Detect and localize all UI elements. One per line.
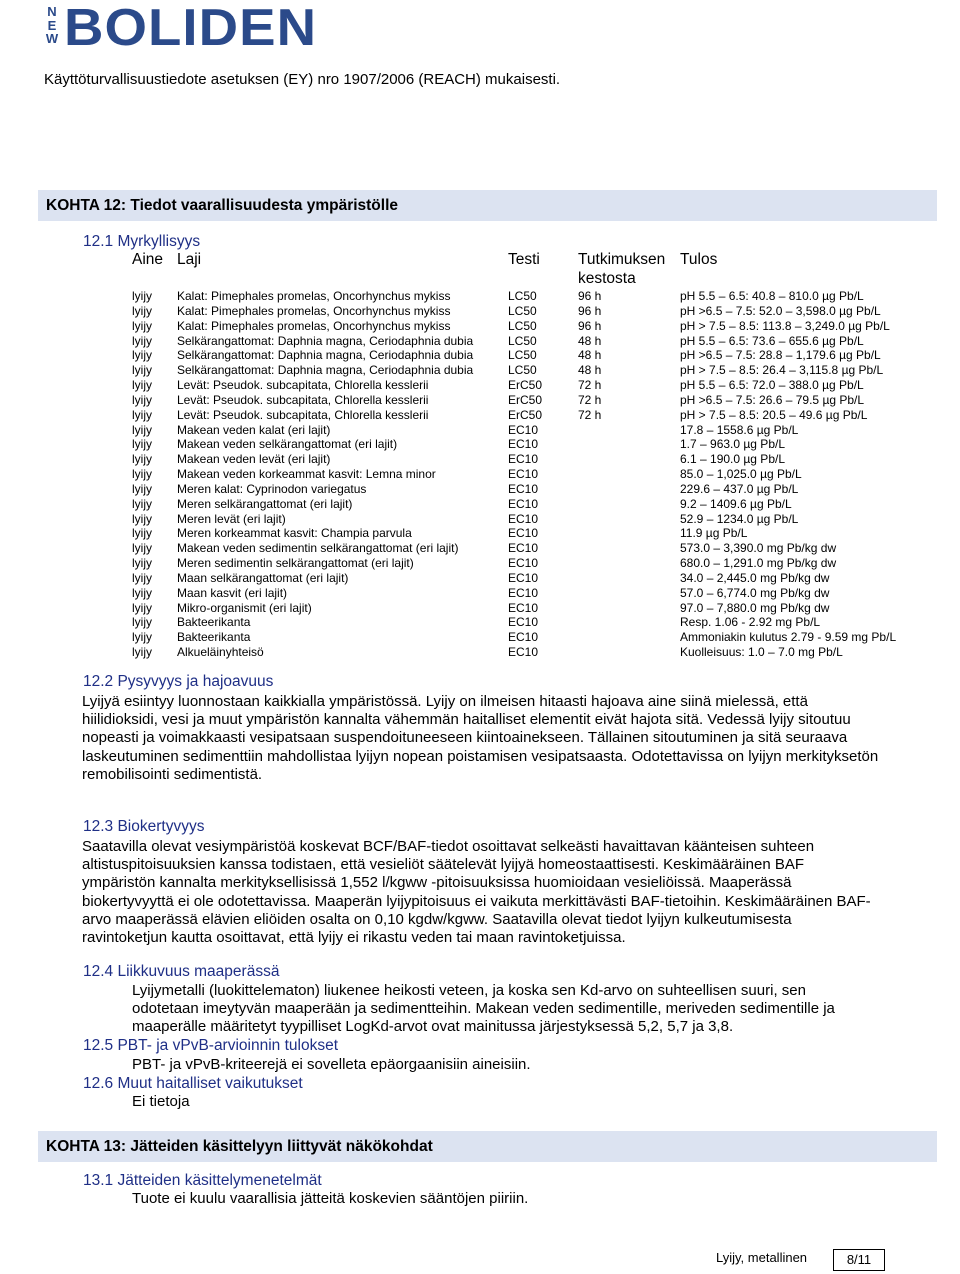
cell-result: Kuolleisuus: 1.0 – 7.0 mg Pb/L: [680, 645, 843, 660]
cell-species: Meren selkärangattomat (eri lajit): [177, 496, 353, 511]
cell-test: ErC50: [508, 407, 543, 422]
cell-result: 229.6 – 437.0 µg Pb/L: [680, 481, 799, 496]
table-header-duration-line: kestosta: [578, 270, 636, 287]
cell-species: Selkärangattomat: Daphnia magna, Ceriodaphnia dubia: [177, 348, 474, 363]
table-header-species: Laji: [177, 251, 202, 268]
cell-result: Resp. 1.06 - 2.92 mg Pb/L: [680, 615, 821, 630]
cell-test: EC10: [508, 467, 539, 482]
cell-test: LC50: [508, 303, 537, 318]
subsection-13-1-text: Tuote ei kuulu vaarallisia jätteitä koskevien sääntöjen piiriin.: [132, 1190, 529, 1207]
cell-result: Ammoniakin kulutus 2.79 - 9.59 mg Pb/L: [680, 630, 897, 645]
paragraph-line: ravintoketjun kautta osoittavat, että lyijy ei rikastu veden tai maan ravintoketjuissa.: [82, 929, 626, 947]
cell-test: EC10: [508, 600, 539, 615]
cell-substance: lyijy: [132, 318, 152, 333]
cell-substance: lyijy: [132, 467, 152, 482]
subsection-12-5-text: PBT- ja vPvB-kriteerejä ei sovelleta epäorgaanisiin aineisiin.: [132, 1056, 531, 1073]
paragraph-line: maaperälle määritetyt tyypilliset LogKd-arvot ovat mainitussa järjestyksessä 5,2, 5,7 ja 3,8.: [132, 1018, 734, 1036]
paragraph-line: biokertyvyyttä ei ole odotettavissa. Maaperän lyijypitoisuus ei vaikuta merkittävästi BAF-tietoihin. Keskimääräinen BAF-: [82, 892, 871, 910]
cell-result: 57.0 – 6,774.0 mg Pb/kg dw: [680, 585, 830, 600]
cell-species: Makean veden korkeammat kasvit: Lemna minor: [177, 467, 436, 482]
cell-substance: lyijy: [132, 615, 152, 630]
cell-substance: lyijy: [132, 422, 152, 437]
table-row: [132, 423, 932, 438]
cell-substance: lyijy: [132, 511, 152, 526]
table-row: [132, 363, 932, 378]
paragraph-line: altistuspitoisuuksien kanssa todistaen, että vesieliöt säätelevät lyijyä homeostaattisesti. Keskimääräinen BAF: [82, 856, 805, 874]
cell-duration: 72 h: [578, 407, 602, 422]
cell-species: Maan selkärangattomat (eri lajit): [177, 570, 349, 585]
cell-species: Selkärangattomat: Daphnia magna, Ceriodaphnia dubia: [177, 363, 474, 378]
cell-test: ErC50: [508, 392, 543, 407]
paragraph-line: Lyijyä esiintyy luonnostaan kaikkialla ympäristössä. Lyijy on ilmeisen hitaasti hajoava aine siinä mielessä, että: [82, 693, 808, 710]
cell-result: 85.0 – 1,025.0 µg Pb/L: [680, 467, 802, 482]
paragraph-line: nopeasti ja voimakkaasti vesipatsaan suspendoituneeseen kiintoainekseen. Tällainen sitoutuminen ja sitä seuraava: [82, 729, 848, 747]
table-row: [132, 571, 932, 586]
cell-substance: lyijy: [132, 570, 152, 585]
cell-test: EC10: [508, 422, 539, 437]
table-row: [132, 556, 932, 571]
section-12-title: KOHTA 12: Tiedot vaarallisuudesta ympäristölle: [46, 197, 399, 214]
paragraph-line: arvo maaperässä elävien eliöiden osalta on 0,10 kgdw/kgww. Saatavilla olevat tiedot lyijyn kulkeutumisesta: [82, 910, 792, 928]
boliden-logo: [44, 0, 318, 57]
logo-new-letter: N: [47, 4, 57, 19]
cell-species: Levät: Pseudok. subcapitata, Chlorella kesslerii: [177, 392, 429, 407]
logo-new-letter: W: [45, 31, 59, 46]
table-row: [132, 615, 932, 630]
cell-substance: lyijy: [132, 378, 152, 393]
section-12-header: [38, 190, 937, 221]
table-header-duration-line: Tutkimuksen: [578, 251, 666, 268]
cell-test: EC10: [508, 630, 539, 645]
table-row: [132, 630, 932, 645]
table-row: [132, 289, 932, 304]
table-row: [132, 452, 932, 467]
cell-species: Kalat: Pimephales promelas, Oncorhynchus mykiss: [177, 289, 451, 303]
table-row: [132, 497, 932, 512]
cell-duration: 48 h: [578, 363, 602, 378]
cell-test: LC50: [508, 318, 537, 333]
cell-result: 52.9 – 1234.0 µg Pb/L: [680, 511, 799, 526]
table-row: [132, 437, 932, 452]
cell-substance: lyijy: [132, 289, 152, 303]
cell-duration: 72 h: [578, 378, 602, 393]
cell-species: Meren kalat: Cyprinodon variegatus: [177, 481, 367, 496]
paragraph-line: Saatavilla olevat vesiympäristöä koskevat BCF/BAF-tiedot osoittavat selkeästi havaittavan käänteisen suhteen: [82, 838, 815, 855]
cell-species: Bakteerikanta: [177, 615, 251, 630]
table-row: [132, 467, 932, 482]
cell-species: Levät: Pseudok. subcapitata, Chlorella kesslerii: [177, 407, 429, 422]
cell-test: ErC50: [508, 378, 543, 393]
cell-substance: lyijy: [132, 437, 152, 452]
cell-result: 680.0 – 1,291.0 mg Pb/kg dw: [680, 556, 837, 571]
cell-duration: 96 h: [578, 318, 602, 333]
subsection-12-4-text: [132, 982, 835, 1037]
paragraph-line: hiilidioksidi, vesi ja muut ympäristön kannalta vähemmän haitalliset elementit eivät hajota sitä. Vedessä lyijy sitoutuu: [82, 711, 851, 729]
page-number: 8/11: [833, 1249, 885, 1271]
table-row: [132, 319, 932, 334]
cell-test: LC50: [508, 363, 537, 378]
section-13-title: KOHTA 13: Jätteiden käsittelyyn liittyvät näkökohdat: [46, 1138, 433, 1155]
cell-result: pH 5.5 – 6.5: 40.8 – 810.0 µg Pb/L: [680, 289, 864, 303]
cell-substance: lyijy: [132, 496, 152, 511]
cell-species: Selkärangattomat: Daphnia magna, Ceriodaphnia dubia: [177, 333, 474, 348]
cell-result: pH >6.5 – 7.5: 52.0 – 3,598.0 µg Pb/L: [680, 303, 881, 318]
cell-species: Meren levät (eri lajit): [177, 511, 286, 526]
cell-species: Levät: Pseudok. subcapitata, Chlorella kesslerii: [177, 378, 429, 393]
cell-substance: lyijy: [132, 348, 152, 363]
subsection-12-3-title: 12.3 Biokertyvyys: [83, 818, 205, 835]
cell-species: Makean veden levät (eri lajit): [177, 452, 331, 467]
cell-species: Meren korkeammat kasvit: Champia parvula: [177, 526, 412, 541]
table-row: [132, 348, 932, 363]
cell-species: Makean veden sedimentin selkärangattomat (eri lajit): [177, 541, 459, 556]
table-row: [132, 378, 932, 393]
cell-substance: lyijy: [132, 407, 152, 422]
subsection-12-6-title: 12.6 Muut haitalliset vaikutukset: [83, 1075, 303, 1092]
cell-duration: 48 h: [578, 333, 602, 348]
table-row: [132, 586, 932, 601]
cell-test: EC10: [508, 496, 539, 511]
cell-species: Kalat: Pimephales promelas, Oncorhynchus mykiss: [177, 318, 451, 333]
cell-species: Alkueläinyhteisö: [177, 645, 264, 660]
cell-test: EC10: [508, 452, 539, 467]
cell-test: LC50: [508, 348, 537, 363]
logo-wordmark: BOLIDEN: [64, 0, 318, 57]
footer-product-name: Lyijy, metallinen: [716, 1250, 808, 1265]
subsection-12-2-title: 12.2 Pysyvyys ja hajoavuus: [83, 673, 274, 690]
table-row: [132, 526, 932, 541]
cell-test: EC10: [508, 481, 539, 496]
cell-substance: lyijy: [132, 481, 152, 496]
table-row: [132, 541, 932, 556]
cell-result: pH 5.5 – 6.5: 72.0 – 388.0 µg Pb/L: [680, 378, 864, 393]
logo-new-letter: E: [47, 17, 57, 33]
cell-species: Makean veden kalat (eri lajit): [177, 422, 331, 437]
cell-substance: lyijy: [132, 363, 152, 378]
subsection-12-5-title: 12.5 PBT- ja vPvB-arvioinnin tulokset: [83, 1037, 339, 1054]
paragraph-line: odotetaan imeytyvän maaperään ja sedimentteihin. Makean veden sedimentille, meriveden sedimentille ja: [132, 1000, 835, 1018]
cell-test: EC10: [508, 556, 539, 571]
table-row: [132, 482, 932, 497]
table-row: [132, 408, 932, 423]
cell-test: EC10: [508, 570, 539, 585]
cell-result: pH >6.5 – 7.5: 28.8 – 1,179.6 µg Pb/L: [680, 348, 881, 363]
table-header-test: Testi: [508, 251, 540, 268]
logo-new-mark: [44, 5, 60, 46]
cell-substance: lyijy: [132, 333, 152, 348]
table-header-result: Tulos: [680, 251, 718, 268]
cell-substance: lyijy: [132, 600, 152, 615]
cell-species: Makean veden selkärangattomat (eri lajit): [177, 437, 398, 452]
subsection-13-1-title: 13.1 Jätteiden käsittelymenetelmät: [83, 1172, 322, 1189]
cell-result: pH 5.5 – 6.5: 73.6 – 655.6 µg Pb/L: [680, 333, 864, 348]
table-header-substance: Aine: [132, 251, 164, 268]
cell-test: LC50: [508, 289, 537, 303]
cell-substance: lyijy: [132, 452, 152, 467]
paragraph-line: ympäristön kannalta merkityksellisissä 1,552 l/kgww -pitoisuuksissa huomioidaan vesieliöissä. Maaperässä: [82, 874, 792, 892]
paragraph-line: Lyijymetalli (luokittelematon) liukenee heikosti veteen, ja koska sen Kd-arvo on suhteellisen suuri, sen: [132, 982, 806, 999]
cell-result: pH > 7.5 – 8.5: 20.5 – 49.6 µg Pb/L: [680, 407, 868, 422]
table-row: [132, 512, 932, 527]
cell-substance: lyijy: [132, 645, 152, 660]
cell-result: pH >6.5 – 7.5: 26.6 – 79.5 µg Pb/L: [680, 392, 865, 407]
cell-substance: lyijy: [132, 303, 152, 318]
document-subtitle: Käyttöturvallisuustiedote asetuksen (EY) nro 1907/2006 (REACH) mukaisesti.: [44, 71, 561, 88]
cell-test: LC50: [508, 333, 537, 348]
cell-result: 6.1 – 190.0 µg Pb/L: [680, 452, 785, 467]
subsection-12-1-title: 12.1 Myrkyllisyys: [83, 233, 201, 250]
cell-result: 9.2 – 1409.6 µg Pb/L: [680, 496, 792, 511]
paragraph-line: remobilisointi sedimentistä.: [82, 765, 263, 783]
cell-result: 17.8 – 1558.6 µg Pb/L: [680, 422, 799, 437]
cell-species: Mikro-organismit (eri lajit): [177, 600, 312, 615]
cell-test: EC10: [508, 615, 539, 630]
cell-result: 97.0 – 7,880.0 mg Pb/kg dw: [680, 600, 830, 615]
cell-test: EC10: [508, 541, 539, 556]
cell-test: EC10: [508, 437, 539, 452]
cell-result: 11.9 µg Pb/L: [680, 526, 748, 541]
subsection-12-4-title: 12.4 Liikkuvuus maaperässä: [83, 963, 280, 980]
cell-result: 34.0 – 2,445.0 mg Pb/kg dw: [680, 570, 830, 585]
cell-species: Bakteerikanta: [177, 630, 251, 645]
subsection-12-6-text: Ei tietoja: [132, 1093, 190, 1110]
cell-test: EC10: [508, 585, 539, 600]
cell-duration: 96 h: [578, 289, 602, 303]
cell-test: EC10: [508, 511, 539, 526]
table-row: [132, 393, 932, 408]
paragraph-line: laskeutuminen sedimenttiin mahdollistaa lyijyn nopean poistamisen vesipatsaasta. Odotettavissa on lyijyn merkityksetön: [82, 747, 879, 765]
subsection-12-3-text: [82, 838, 871, 947]
table-row: [132, 304, 932, 319]
section-13-header: [38, 1131, 937, 1162]
cell-test: EC10: [508, 645, 539, 660]
cell-result: pH > 7.5 – 8.5: 113.8 – 3,249.0 µg Pb/L: [680, 318, 890, 333]
cell-duration: 72 h: [578, 392, 602, 407]
cell-duration: 48 h: [578, 348, 602, 363]
cell-species: Meren sedimentin selkärangattomat (eri lajit): [177, 556, 414, 571]
cell-duration: 96 h: [578, 303, 602, 318]
table-header-duration: [578, 250, 665, 288]
cell-species: Maan kasvit (eri lajit): [177, 585, 288, 600]
table-row: [132, 334, 932, 349]
cell-substance: lyijy: [132, 392, 152, 407]
table-row: [132, 645, 932, 660]
cell-result: 573.0 – 3,390.0 mg Pb/kg dw: [680, 541, 837, 556]
cell-result: pH > 7.5 – 8.5: 26.4 – 3,115.8 µg Pb/L: [680, 363, 884, 378]
subsection-12-2-text: [82, 693, 878, 784]
cell-substance: lyijy: [132, 526, 152, 541]
cell-substance: lyijy: [132, 585, 152, 600]
cell-substance: lyijy: [132, 541, 152, 556]
cell-test: EC10: [508, 526, 539, 541]
cell-species: Kalat: Pimephales promelas, Oncorhynchus mykiss: [177, 303, 451, 318]
cell-result: 1.7 – 963.0 µg Pb/L: [680, 437, 785, 452]
cell-substance: lyijy: [132, 630, 152, 645]
cell-substance: lyijy: [132, 556, 152, 571]
table-row: [132, 601, 932, 616]
